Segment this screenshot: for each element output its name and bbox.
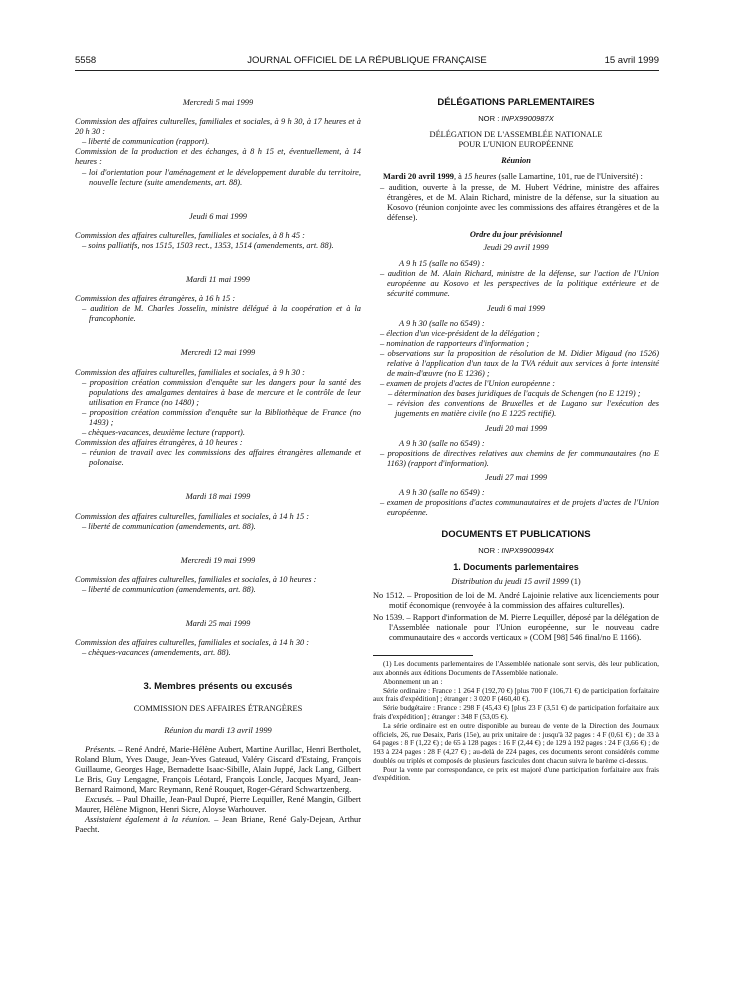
- agenda-item: – audition, ouverte à la presse, de M. Hubert Védrine, ministre des affaires étrangères, et de M. Alain Richard, ministre de la défense, sur la situation au Kosovo (réunion conjointe avec les commissions des affaires étrangères et de la défense).: [380, 182, 659, 222]
- agenda-item: – chèques-vacances (amendements, art. 88).: [82, 648, 231, 658]
- footnote: (1) Les documents parlementaires de l'Assemblée nationale sont servis, dès leur publication, aux abonnés aux éditions Documents de l'Assemblée nationale.: [373, 659, 659, 677]
- presents-list: – René André, Marie-Hélène Aubert, Martine Aurillac, Henri Bertholet, Roland Blum, Yves Dauge, Jean-Yves Gateaud, Valéry Giscard d'Estaing, François Guillaume, Georges Hage, Bernadette Isaac-Sibille, Alain Juppé, Jack Lang, Gilbert Le Bris, Guy Lengagne, François Léotard, François Loncle, Jacques Myard, Jean-Bernard Raimond, Marc Reymann, René Rouquet, Roger-Gérard Schwartzenberg.: [75, 744, 361, 794]
- agenda-item: – liberté de communication (rapport).: [82, 137, 210, 147]
- agenda-item: – audition de M. Alain Richard, ministre de la défense, sur l'action de l'Union européenne au Kosovo et les perspectives de la politique extérieure et de sécurité commune.: [380, 269, 659, 299]
- agenda-item: – proposition création commission d'enquête sur la Bibliothèque de France (no 1493) ;: [82, 407, 361, 427]
- agenda-item: – examen de propositions d'actes communautaires et de projets d'actes de l'Union européenne.: [380, 498, 659, 518]
- journal-title: JOURNAL OFFICIEL DE LA RÉPUBLIQUE FRANÇAISE: [247, 55, 487, 66]
- agenda-item: – réunion de travail avec les commissions des affaires étrangères allemande et polonaise.: [82, 448, 361, 468]
- delegation-name: DÉLÉGATION DE L'ASSEMBLÉE NATIONALE: [429, 130, 603, 140]
- header-rule: [75, 70, 659, 71]
- assist-label: Assistaient également à la réunion.: [85, 815, 211, 825]
- excuses-paragraph: [75, 795, 361, 815]
- agenda-item: – chèques-vacances, deuxième lecture (rapport).: [82, 428, 245, 438]
- nor-code: INPX9900994X: [501, 546, 554, 556]
- day-heading: Mercredi 12 mai 1999: [180, 348, 256, 358]
- agenda-item: – propositions de directives relatives aux chemins de fer communautaires (no E 1163) (rapport d'information).: [380, 448, 659, 468]
- section-title: 3. Membres présents ou excusés: [143, 681, 293, 693]
- document-entry: No 1512. – Proposition de loi de M. André Lajoinie relative aux licenciements pour motif économique (renvoyée à la commission des affaires culturelles).: [373, 590, 659, 610]
- commission-name: COMMISSION DES AFFAIRES ÉTRANGÈRES: [133, 704, 303, 714]
- commission-line: Commission des affaires culturelles, familiales et sociales, à 14 h 15 :: [75, 511, 310, 521]
- commission-line: Commission de la production et des échanges, à 8 h 15 et, éventuellement, à 14 heures :: [75, 147, 361, 167]
- footnote: Série ordinaire : France : 1 264 F (192,70 €) [plus 700 F (106,71 €) de participation forfaitaire aux frais d'expédition] ; étranger : 3 020 F (460,40 €).: [373, 685, 659, 704]
- assist-list: – Jean Briane, René Galy-Dejean, Arthur Paecht.: [75, 815, 362, 835]
- day-heading: Mardi 18 mai 1999: [185, 492, 251, 502]
- nor-label: NOR :: [478, 114, 502, 124]
- nor-reference: [373, 546, 659, 556]
- document-entry: No 1539. – Rapport d'information de M. Pierre Lequiller, déposé par la délégation de l'Assemblée nationale pour l'Union européenne, sur le nouveau cadre communautaire des « accords verticaux » (COM [98] 546 final/no E 1166).: [373, 612, 659, 643]
- day-heading: Jeudi 29 avril 1999: [483, 243, 549, 253]
- meeting-time: 15 heures: [463, 172, 497, 182]
- nor-code: INPX9900987X: [501, 114, 554, 124]
- time-line: A 9 h 30 (salle no 6549) :: [399, 488, 485, 497]
- day-heading: Jeudi 20 mai 1999: [484, 423, 548, 433]
- nor-reference: [373, 114, 659, 124]
- day-heading: Mercredi 19 mai 1999: [180, 555, 256, 565]
- section-title: DÉLÉGATIONS PARLEMENTAIRES: [437, 97, 595, 108]
- time-line: A 9 h 30 (salle no 6549) :: [399, 438, 485, 448]
- agenda-subitem: – révision des conventions de Bruxelles et de Lugano sur l'exécution des jugements en matière civile (no E 1225 rectifié).: [388, 399, 659, 419]
- agenda-item: – loi d'orientation pour l'aménagement et le développement durable du territoire, nouvelle lecture (suite amendements, art. 88).: [82, 167, 361, 187]
- distribution-line: [373, 577, 659, 587]
- commission-line: Commission des affaires étrangères, à 10 heures :: [75, 438, 243, 448]
- presents-label: Présents.: [85, 744, 116, 754]
- footnote: Abonnement un an :: [383, 676, 443, 686]
- commission-line: Commission des affaires culturelles, familiales et sociales, à 8 h 45 :: [75, 230, 305, 240]
- meeting-place: (salle Lamartine, 101, rue de l'Université) :: [496, 172, 643, 182]
- presents-paragraph: [75, 745, 361, 795]
- nor-label: NOR :: [478, 546, 502, 556]
- day-heading: Mardi 25 mai 1999: [185, 619, 251, 628]
- commission-line: Commission des affaires culturelles, familiales et sociales, à 9 h 30, à 17 heures et à 20 h 30 :: [75, 117, 361, 137]
- left-column: [75, 98, 361, 835]
- meeting-sep: , à: [453, 172, 464, 182]
- commission-line: Commission des affaires culturelles, familiales et sociales, à 14 h 30 :: [75, 638, 310, 648]
- agenda-item: – élection d'un vice-président de la délégation ;: [380, 328, 540, 338]
- page-number: 5558: [75, 55, 97, 66]
- day-heading: Mercredi 5 mai 1999: [182, 98, 254, 107]
- agenda-item: – liberté de communication (amendements, art. 88).: [82, 521, 256, 531]
- day-heading: Jeudi 6 mai 1999: [487, 303, 545, 313]
- excuses-list: – Paul Dhaille, Jean-Paul Dupré, Pierre Lequiller, René Mangin, Gilbert Maurer, Hélène Mignon, Henri Sicre, Aloyse Warhouver.: [75, 795, 361, 815]
- footnote-rule: [373, 655, 473, 656]
- subsection-title: 1. Documents parlementaires: [453, 562, 579, 573]
- right-column: [373, 98, 659, 783]
- agenda-item: – audition de M. Charles Josselin, ministre délégué à la coopération et à la francophonie.: [82, 304, 361, 324]
- meeting-date: Mardi 20 avril 1999: [383, 172, 454, 182]
- agenda-subitem: – détermination des bases juridiques de l'acquis de Schengen (no E 1219) ;: [388, 389, 641, 399]
- time-line: A 9 h 30 (salle no 6549) :: [399, 318, 485, 328]
- footnote: Série budgétaire : France : 298 F (45,43 €) [plus 23 F (3,51 €) de participation forfaitaire aux frais d'expédition] ; étranger : 348 F (53,05 €).: [373, 703, 659, 721]
- agenda-item: – proposition création commission d'enquête sur les dangers pour la santé des populations des amalgames dentaires à base de mercure et le contrôle de leur utilisation en France (no 1480) ;: [82, 377, 361, 407]
- agenda-item: – nomination de rapporteurs d'information ;: [380, 338, 530, 348]
- excuses-label: Excusés.: [85, 795, 115, 805]
- commission-line: Commission des affaires culturelles, familiales et sociales, à 10 heures :: [75, 574, 317, 584]
- meeting-date: Réunion du mardi 13 avril 1999: [164, 726, 272, 736]
- commission-line: Commission des affaires étrangères, à 16 h 15 :: [75, 294, 236, 304]
- page-header: [75, 55, 659, 69]
- agenda-item: – examen de projets d'actes de l'Union européenne :: [380, 379, 556, 389]
- day-heading: Jeudi 27 mai 1999: [484, 472, 548, 482]
- time-line: A 9 h 15 (salle no 6549) :: [399, 259, 485, 269]
- reunion-heading: Réunion: [501, 156, 531, 166]
- section-title: DOCUMENTS ET PUBLICATIONS: [441, 529, 591, 541]
- day-heading: Mardi 11 mai 1999: [186, 275, 250, 285]
- commission-line: Commission des affaires culturelles, familiales et sociales, à 9 h 30 :: [75, 367, 305, 377]
- agenda-item: – observations sur la proposition de résolution de M. Didier Migaud (no 1526) relative à l'application d'un taux de la TVA réduit aux services à forte intensité de main-d'œuvre (no E 1236) ;: [380, 348, 659, 379]
- day-heading: Jeudi 6 mai 1999: [189, 211, 247, 221]
- issue-date: 15 avril 1999: [604, 55, 659, 66]
- agenda-item: – liberté de communication (amendements, art. 88).: [82, 584, 256, 594]
- ordre-heading: Ordre du jour prévisionnel: [469, 229, 563, 239]
- footnote: Pour la vente par correspondance, ce prix est majoré d'une participation forfaitaire aux frais d'expédition.: [373, 764, 659, 783]
- footnote: La série ordinaire est en outre disponible au bureau de vente de la Direction des Journaux officiels, 26, rue Desaix, Paris (15e), au prix unitaire de : jusqu'à 32 pages : 4 F (0,61 €) ; de 33 à 64 pages : 8 F (1,22 €) ; de 65 à 128 pages : 16 F (2,44 €) ; de 129 à 192 pages : 24 F (3,66 €) ; de 193 à 224 pages : 28 F (4,27 €) ; au-delà de 224 pages, ces documents seront considérés comme doublés ou triplés et composés de plusieurs fascicules dont chacun suivra le barème ci-dessus.: [373, 720, 659, 765]
- agenda-item: – soins palliatifs, nos 1515, 1503 rect., 1353, 1514 (amendements, art. 88).: [82, 240, 334, 250]
- delegation-name-2: POUR L'UNION EUROPÉENNE: [458, 140, 574, 150]
- distribution-date: Distribution du jeudi 15 avril 1999: [451, 576, 569, 586]
- assist-paragraph: [75, 815, 361, 835]
- meeting-line: [373, 172, 659, 182]
- footnote-ref: (1): [568, 576, 581, 586]
